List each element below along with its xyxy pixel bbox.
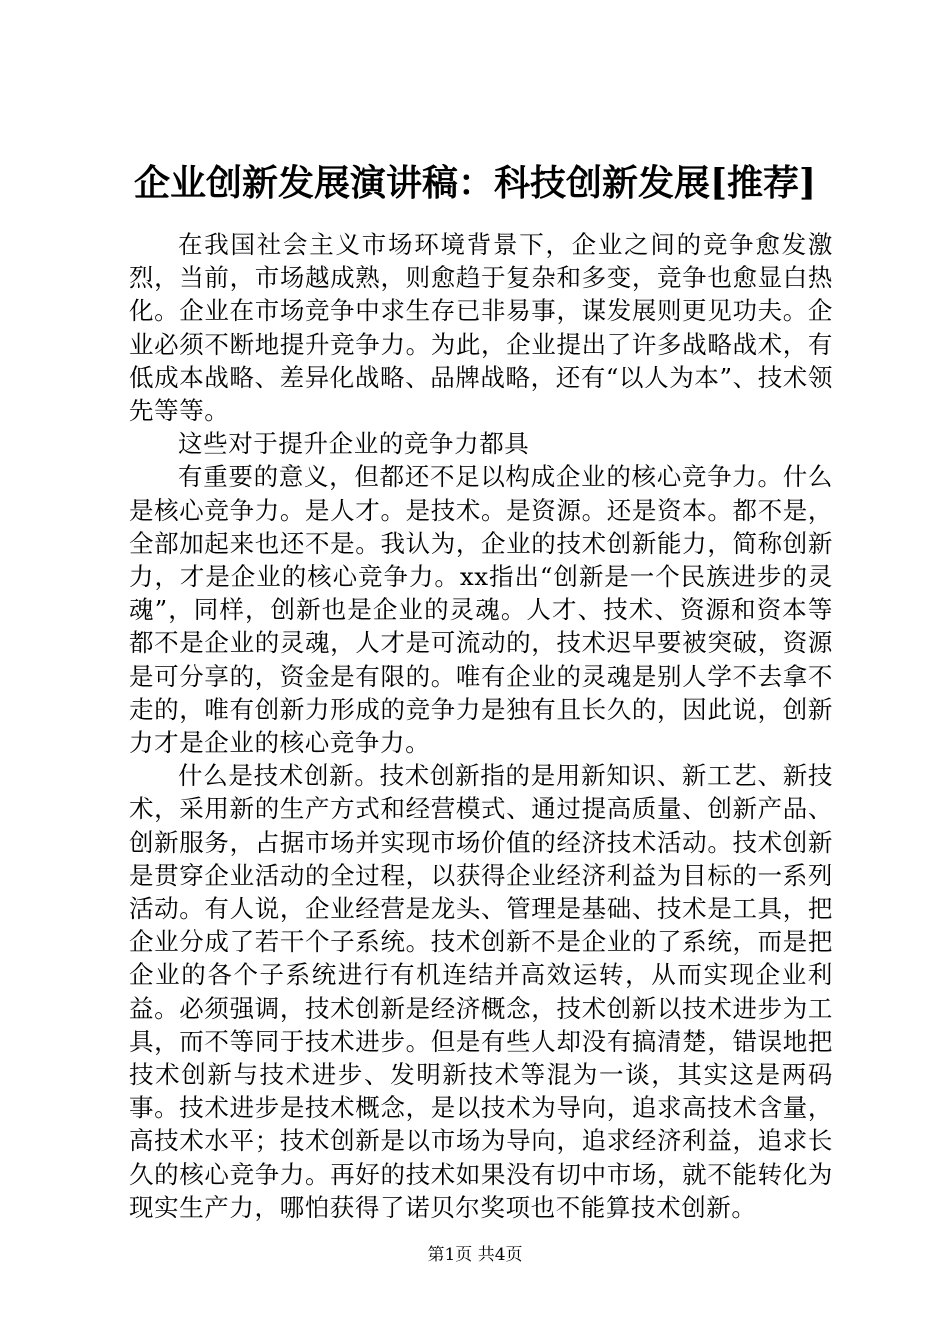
paragraph-4: 什么是技术创新。技术创新指的是用新知识、新工艺、新技术，采用新的生产方式和经营模式、通过提高质量、创新产品、创新服务，占据市场并实现市场价值的经济技术活动。技术创新是贯穿企业活动的全过程，以获得企业经济利益为目标的一系列活动。有人说，企业经营是龙头、管理是基础、技术是工具，把企业分成了若干个子系统。技术创新不是企业的了系统，而是把企业的各个子系统进行有机连结并高效运转，从而实现企业利益。必须强调，技术创新是经济概念，技术创新以技术进步为工具，而不等同于技术进步。但是有些人却没有搞清楚，错误地把技术创新与技术进步、发明新技术等混为一谈，其实这是两码事。技术进步是技术概念，是以技术为导向，追求高技术含量，高技术水平；技术创新是以市场为导向，追求经济利益，追求长久的核心竞争力。再好的技术如果没有切中市场，就不能转化为现实生产力，哪怕获得了诺贝尔奖项也不能算技术创新。	[129, 761, 833, 1222]
paragraph-1: 在我国社会主义市场环境背景下，企业之间的竞争愈发激烈，当前，市场越成熟，则愈趋于复杂和多变，竞争也愈显白热化。企业在市场竞争中求生存已非易事，谋发展则更见功夫。企业必须不断地提升竞争力。为此，企业提出了许多战略战术，有低成本战略、差异化战略、品牌战略，还有“以人为本”、技术领先等等。	[129, 230, 833, 426]
page-title: 企业创新发展演讲稿：科技创新发展[推荐]	[133, 162, 817, 204]
document-body	[129, 228, 833, 1224]
page-number-footer: 第1页 共4页	[427, 1245, 523, 1265]
paragraph-2: 这些对于提升企业的竞争力都具	[178, 429, 530, 459]
paragraph-3: 有重要的意义，但都还不足以构成企业的核心竞争力。什么是核心竞争力。是人才。是技术。是资源。还是资本。都不是，全部加起来也还不是。我认为，企业的技术创新能力，简称创新力，才是企业的核心竞争力。xx指出“创新是一个民族进步的灵魂”，同样，创新也是企业的灵魂。人才、技术、资源和资本等都不是企业的灵魂，人才是可流动的，技术迟早要被突破，资源是可分享的，资金是有限的。唯有企业的灵魂是别人学不去拿不走的，唯有创新力形成的竞争力是独有且长久的，因此说，创新力才是企业的核心竞争力。	[129, 462, 833, 758]
